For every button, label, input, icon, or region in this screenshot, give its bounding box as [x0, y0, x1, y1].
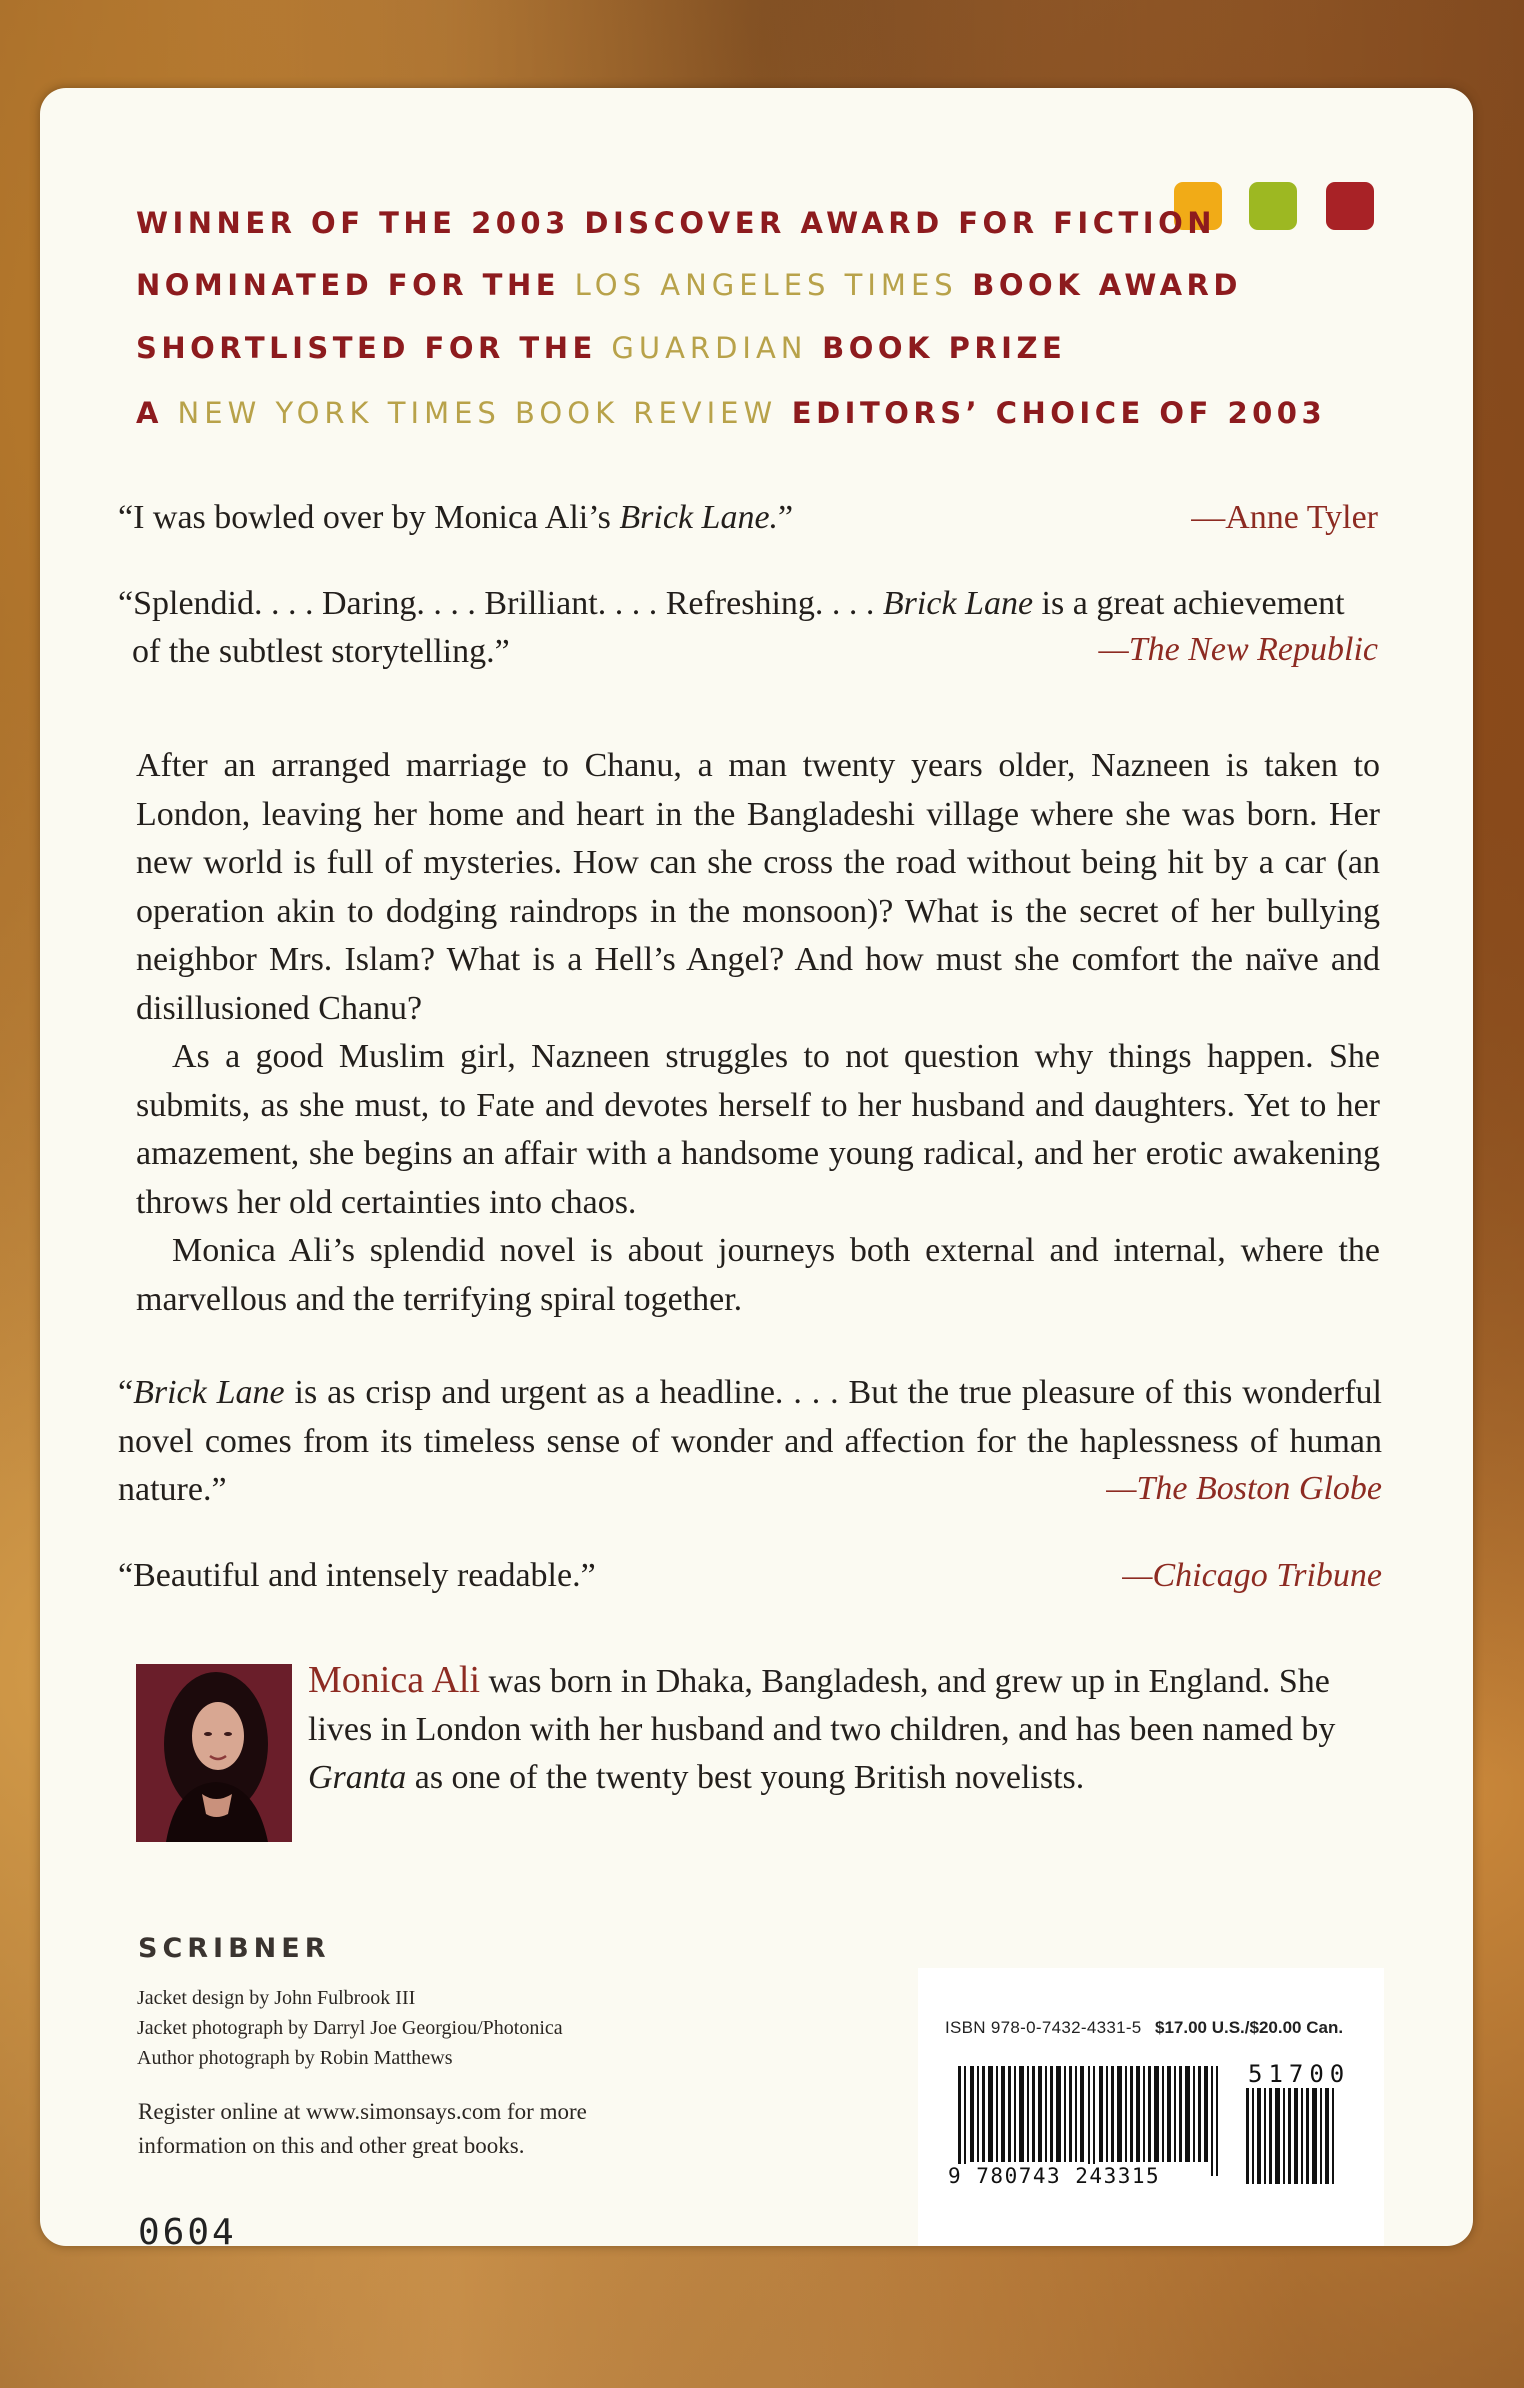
- description-paragraph-2: As a good Muslim girl, Nazneen struggles to not question why things happen. She submits, as she must, to Fate and devotes herself to her husband and daughters. Yet to her amazement, she begins an affair with a handsome young radical, and her erotic awakening throws her old certainties into chaos.: [136, 1038, 1380, 1221]
- color-square-green: [1249, 182, 1297, 230]
- award-line-1: WINNER OF THE 2003 DISCOVER AWARD FOR FICTION: [136, 206, 1217, 240]
- quote-new-republic-line2: of the subtlest storytelling.”: [132, 633, 510, 670]
- book-description: [136, 742, 1380, 1324]
- printing-code: 0604: [138, 2212, 237, 2253]
- author-photo: [136, 1664, 292, 1842]
- credit-jacket-photo: Jacket photograph by Darryl Joe Georgiou/Photonica: [137, 2017, 563, 2039]
- publisher-name: SCRIBNER: [138, 1933, 331, 1964]
- register-online-text: Register online at www.simonsays.com for more information on this and other great books.: [138, 2099, 587, 2158]
- author-name: Monica Ali: [308, 1659, 481, 1701]
- quote-chicago-tribune: “Beautiful and intensely readable.”: [118, 1557, 596, 1594]
- attribution-chicago-tribune: —Chicago Tribune: [1122, 1557, 1382, 1594]
- credit-author-photo: Author photograph by Robin Matthews: [137, 2047, 453, 2069]
- price-text: $17.00 U.S./$20.00 Can.: [1155, 2018, 1344, 2037]
- quote-anne-tyler: “I was bowled over by Monica Ali’s Brick Lane.”: [118, 499, 794, 536]
- award-line-3: SHORTLISTED FOR THE GUARDIAN BOOK PRIZE: [136, 331, 1067, 365]
- barcode-box: [918, 1968, 1384, 2246]
- quote-boston-globe: “Brick Lane is as crisp and urgent as a headline. . . . But the true pleasure of this wonderful novel comes from its timeless sense of wonder and affection for the haplessness of human nature.”: [118, 1374, 1382, 1508]
- author-portrait-icon: [136, 1664, 292, 1842]
- barcode-digits: 9 780743 243315: [948, 2164, 1161, 2188]
- award-line-4: A NEW YORK TIMES BOOK REVIEW EDITORS’ CHOICE OF 2003: [136, 396, 1327, 430]
- award-line-2: NOMINATED FOR THE LOS ANGELES TIMES BOOK AWARD: [136, 268, 1242, 302]
- credits: [137, 1983, 563, 2073]
- credit-jacket-design: Jacket design by John Fulbrook III: [137, 1987, 416, 2009]
- color-square-red: [1326, 182, 1374, 230]
- quote-new-republic: “Splendid. . . . Daring. . . . Brilliant. . . . Refreshing. . . . Brick Lane is a great achievement: [118, 585, 1345, 622]
- author-bio: Monica Ali was born in Dhaka, Bangladesh, and grew up in England. She lives in London with her husband and two children, and has been named by Granta as one of the twenty best young British novelists.: [308, 1659, 1336, 1796]
- attribution-new-republic: —The New Republic: [1098, 631, 1378, 668]
- attribution-boston-globe: —The Boston Globe: [1106, 1470, 1382, 1507]
- isbn-text: ISBN 978-0-7432-4331-5: [945, 2018, 1142, 2037]
- description-paragraph-3: Monica Ali’s splendid novel is about journeys both external and internal, where the marvellous and the terrifying spiral together.: [136, 1232, 1380, 1318]
- attribution-anne-tyler: —Anne Tyler: [1191, 499, 1378, 536]
- description-paragraph-1: After an arranged marriage to Chanu, a man twenty years older, Nazneen is taken to London, leaving her home and heart in the Bangladeshi village where she was born. Her new world is full of mysteries. How can she cross the road without being hit by a car (an operation akin to dodging raindrops in the monsoon)? What is the secret of her bullying neighbor Mrs. Islam? What is a Hell’s Angel? And how must she comfort the naïve and disillusioned Chanu?: [136, 747, 1380, 1027]
- barcode-addon-digits: 51700: [1248, 2060, 1351, 2088]
